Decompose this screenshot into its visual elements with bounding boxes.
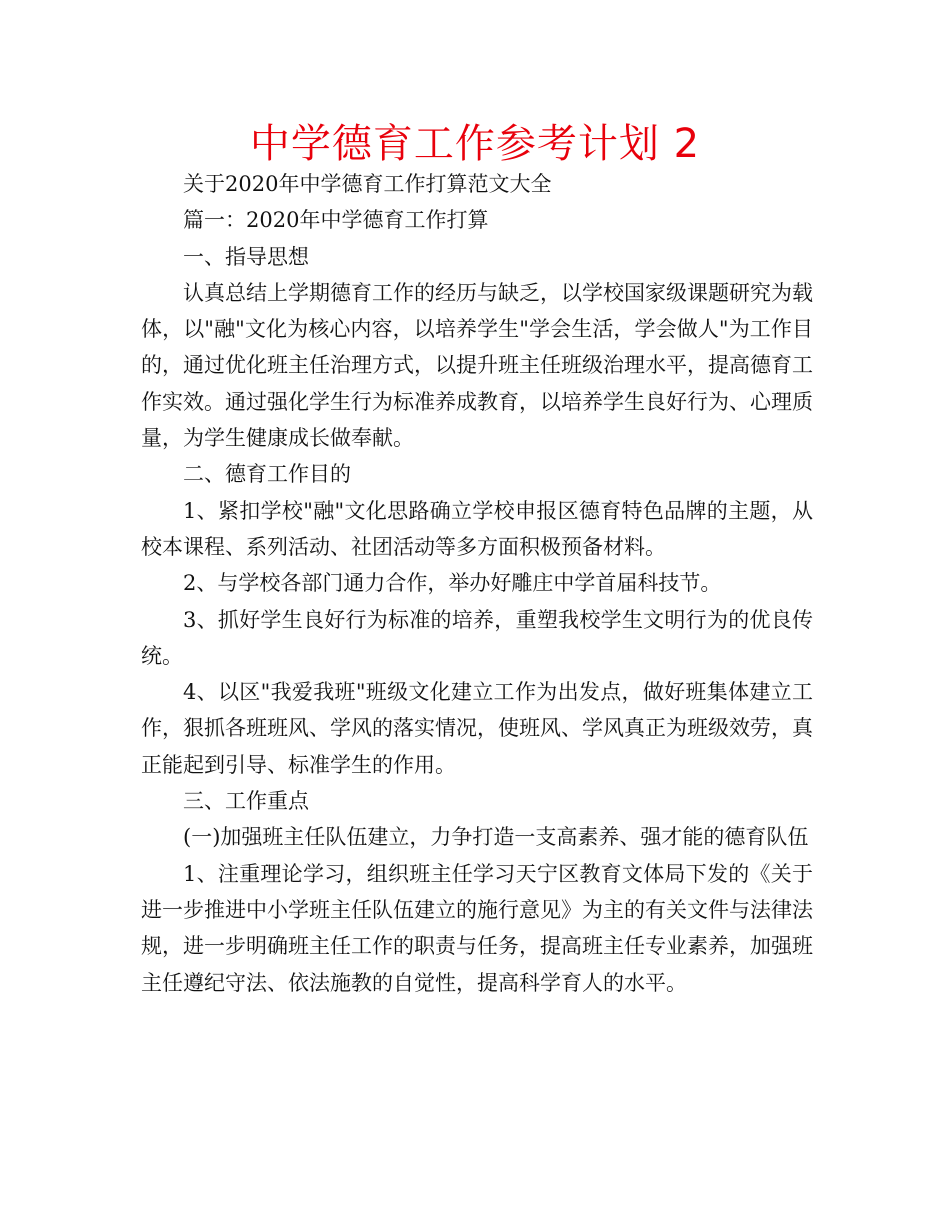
subsection-heading: (一)加强班主任队伍建立，力争打造一支高素养、强才能的德育队伍: [183, 825, 809, 850]
list-item: 1、注重理论学习，组织班主任学习天宁区教育文体局下发的《关于进一步推进中小学班主任队伍建立的施行意见》为主的有关文件与法律法规，进一步明确班主任工作的职责与任务，提高班主任专业素养，加强班主任遵纪守法、依法施教的自觉性，提高科学育人的水平。: [141, 861, 813, 995]
section-heading: 二、德育工作目的: [183, 462, 351, 487]
list-item: 3、抓好学生良好行为标准的培养，重塑我校学生文明行为的优良传统。: [141, 607, 813, 668]
list-item: 2、与学校各部门通力合作，举办好雕庄中学首届科技节。: [183, 571, 722, 596]
document-body: [141, 166, 813, 1001]
section-heading: 一、指导思想: [183, 244, 309, 269]
list-item: 1、紧扣学校"融"文化思路确立学校申报区德育特色品牌的主题，从校本课程、系列活动、社团活动等多方面积极预备材料。: [141, 498, 813, 559]
document-title: 中学德育工作参考计划 2: [249, 121, 701, 167]
list-item: 4、以区"我爱我班"班级文化建立工作为出发点，做好班集体建立工作，狠抓各班班风、学风的落实情况，使班风、学风真正为班级效劳，真正能起到引导、标准学生的作用。: [141, 680, 813, 777]
paragraph: 篇一：2020年中学德育工作打算: [183, 208, 489, 233]
section-heading: 三、工作重点: [183, 789, 309, 814]
paragraph: 关于2020年中学德育工作打算范文大全: [183, 172, 552, 196]
paragraph: 认真总结上学期德育工作的经历与缺乏，以学校国家级课题研究为载体，以"融"文化为核心内容，以培养学生"学会生活，学会做人"为工作目的，通过优化班主任治理方式，以提升班主任班级治理水平，提高德育工作实效。通过强化学生行为标准养成教育，以培养学生良好行为、心理质量，为学生健康成长做奉献。: [141, 280, 813, 451]
